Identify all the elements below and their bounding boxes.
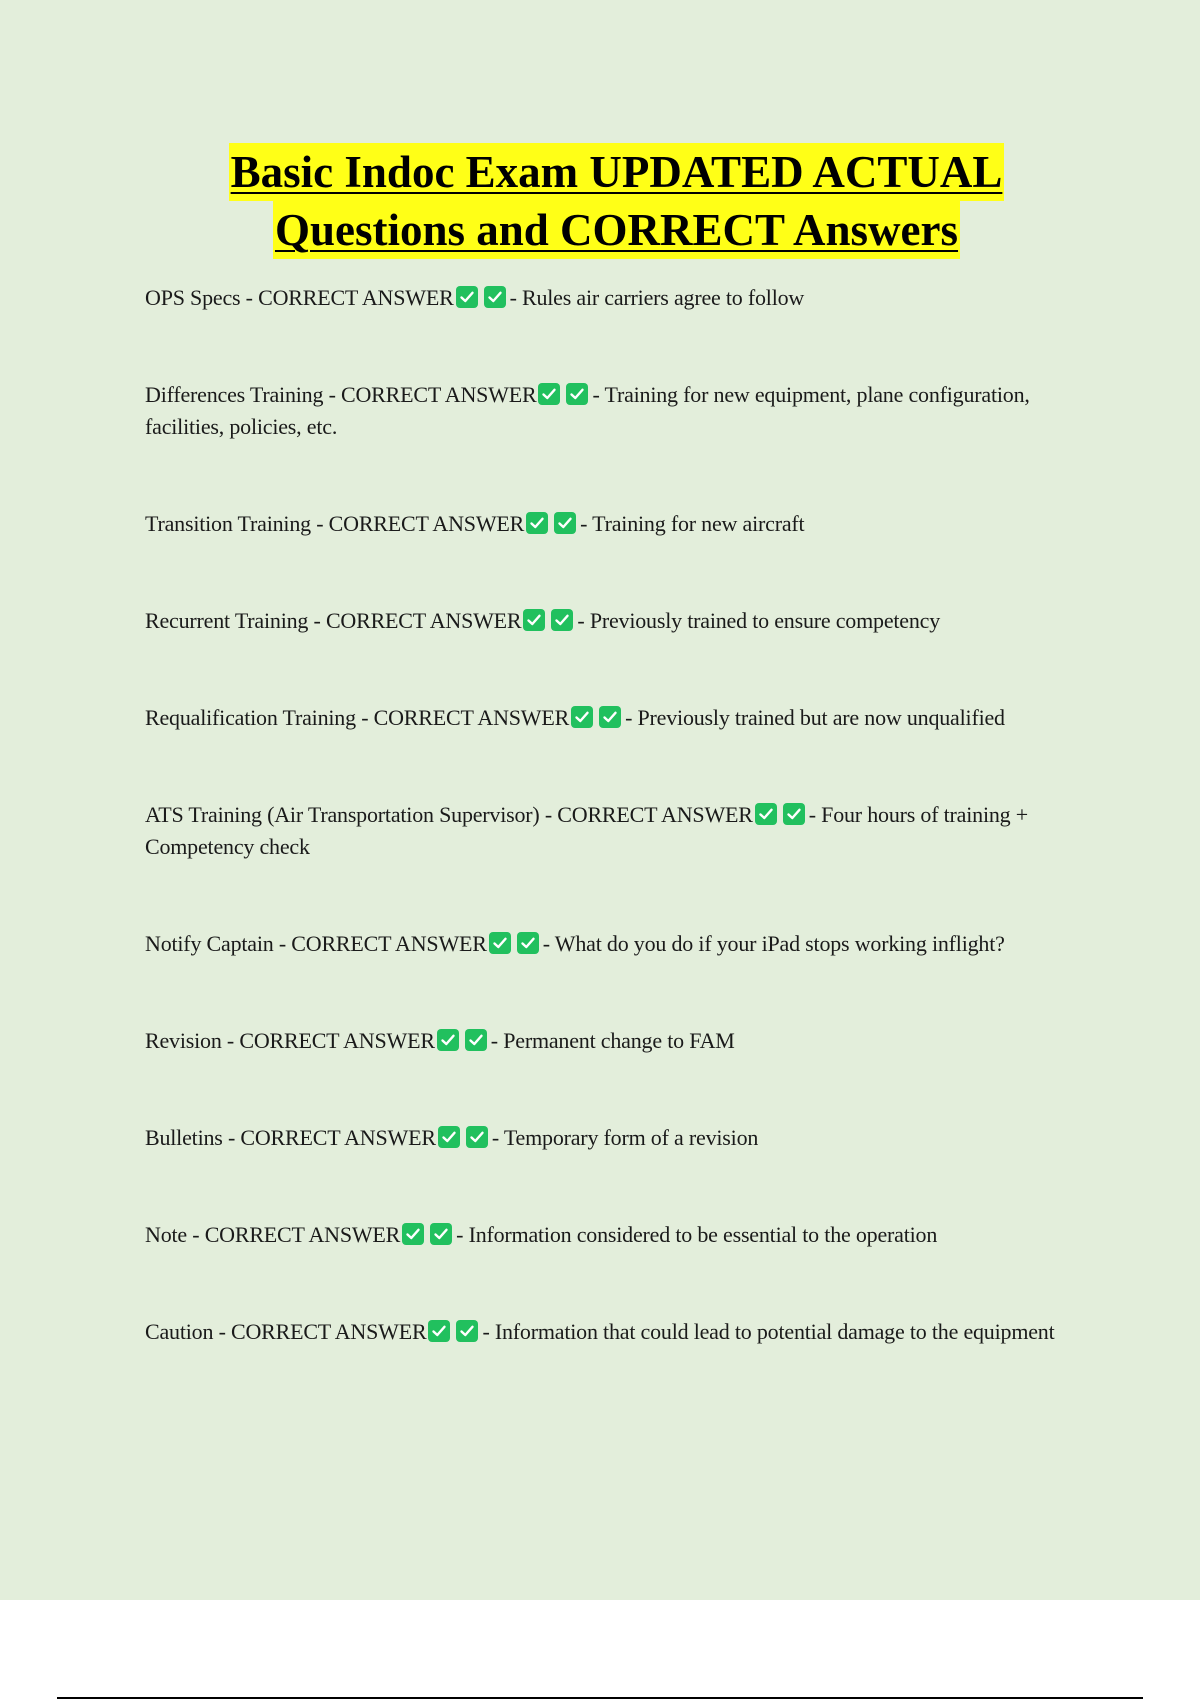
title-line-2: Questions and CORRECT Answers bbox=[273, 201, 960, 259]
document-title bbox=[0, 143, 1200, 259]
check-mark-icon bbox=[465, 1029, 487, 1051]
check-mark-icon bbox=[484, 286, 506, 308]
qa-answer: - Previously trained to ensure competency bbox=[577, 608, 941, 633]
check-mark-icon bbox=[438, 1126, 460, 1148]
check-mark-icon bbox=[402, 1223, 424, 1245]
check-mark-icon bbox=[551, 609, 573, 631]
qa-answer: - Previously trained but are now unqualified bbox=[625, 705, 1005, 730]
qa-item bbox=[145, 799, 1075, 863]
check-mark-icon bbox=[599, 706, 621, 728]
qa-answer: - Training for new aircraft bbox=[580, 511, 805, 536]
check-mark-icon bbox=[428, 1320, 450, 1342]
qa-term: OPS Specs - CORRECT ANSWER bbox=[145, 285, 454, 310]
qa-answer: - Four hours of training + Competency check bbox=[145, 802, 1028, 859]
check-mark-icon bbox=[466, 1126, 488, 1148]
qa-item bbox=[145, 1316, 1075, 1348]
qa-term: Differences Training - CORRECT ANSWER bbox=[145, 382, 537, 407]
qa-term: Notify Captain - CORRECT ANSWER bbox=[145, 931, 487, 956]
qa-term: Caution - CORRECT ANSWER bbox=[145, 1319, 427, 1344]
qa-item bbox=[145, 1025, 1075, 1057]
qa-term: Bulletins - CORRECT ANSWER bbox=[145, 1125, 436, 1150]
check-mark-icon bbox=[755, 803, 777, 825]
check-mark-icon bbox=[523, 609, 545, 631]
qa-item bbox=[145, 928, 1075, 960]
qa-answer: - Training for new equipment, plane configuration, facilities, policies, etc. bbox=[145, 382, 1030, 439]
qa-item bbox=[145, 508, 1075, 540]
title-line-1: Basic Indoc Exam UPDATED ACTUAL bbox=[229, 143, 1005, 201]
qa-term: Note - CORRECT ANSWER bbox=[145, 1222, 401, 1247]
check-mark-icon bbox=[571, 706, 593, 728]
check-mark-icon bbox=[538, 383, 560, 405]
qa-term: Recurrent Training - CORRECT ANSWER bbox=[145, 608, 522, 633]
qa-answer: - What do you do if your iPad stops working inflight? bbox=[542, 931, 1005, 956]
qa-term: Revision - CORRECT ANSWER bbox=[145, 1028, 435, 1053]
qa-term: Transition Training - CORRECT ANSWER bbox=[145, 511, 525, 536]
qa-item bbox=[145, 1219, 1075, 1251]
qa-item bbox=[145, 702, 1075, 734]
check-mark-icon bbox=[517, 932, 539, 954]
qa-item bbox=[145, 379, 1075, 443]
qa-item bbox=[145, 1122, 1075, 1154]
qa-item bbox=[145, 605, 1075, 637]
check-mark-icon bbox=[437, 1029, 459, 1051]
qa-answer: - Information that could lead to potential damage to the equipment bbox=[482, 1319, 1055, 1344]
qa-answer: - Rules air carriers agree to follow bbox=[509, 285, 805, 310]
qa-term: Requalification Training - CORRECT ANSWER bbox=[145, 705, 570, 730]
footer-rule bbox=[57, 1697, 1143, 1699]
qa-item bbox=[145, 282, 1075, 314]
check-mark-icon bbox=[430, 1223, 452, 1245]
check-mark-icon bbox=[554, 512, 576, 534]
qa-term: ATS Training (Air Transportation Supervisor) - CORRECT ANSWER bbox=[145, 802, 753, 827]
check-mark-icon bbox=[489, 932, 511, 954]
check-mark-icon bbox=[526, 512, 548, 534]
check-mark-icon bbox=[566, 383, 588, 405]
qa-list bbox=[145, 282, 1075, 1413]
qa-answer: - Information considered to be essential to the operation bbox=[456, 1222, 938, 1247]
check-mark-icon bbox=[456, 286, 478, 308]
check-mark-icon bbox=[456, 1320, 478, 1342]
qa-answer: - Temporary form of a revision bbox=[491, 1125, 759, 1150]
qa-answer: - Permanent change to FAM bbox=[490, 1028, 735, 1053]
check-mark-icon bbox=[783, 803, 805, 825]
